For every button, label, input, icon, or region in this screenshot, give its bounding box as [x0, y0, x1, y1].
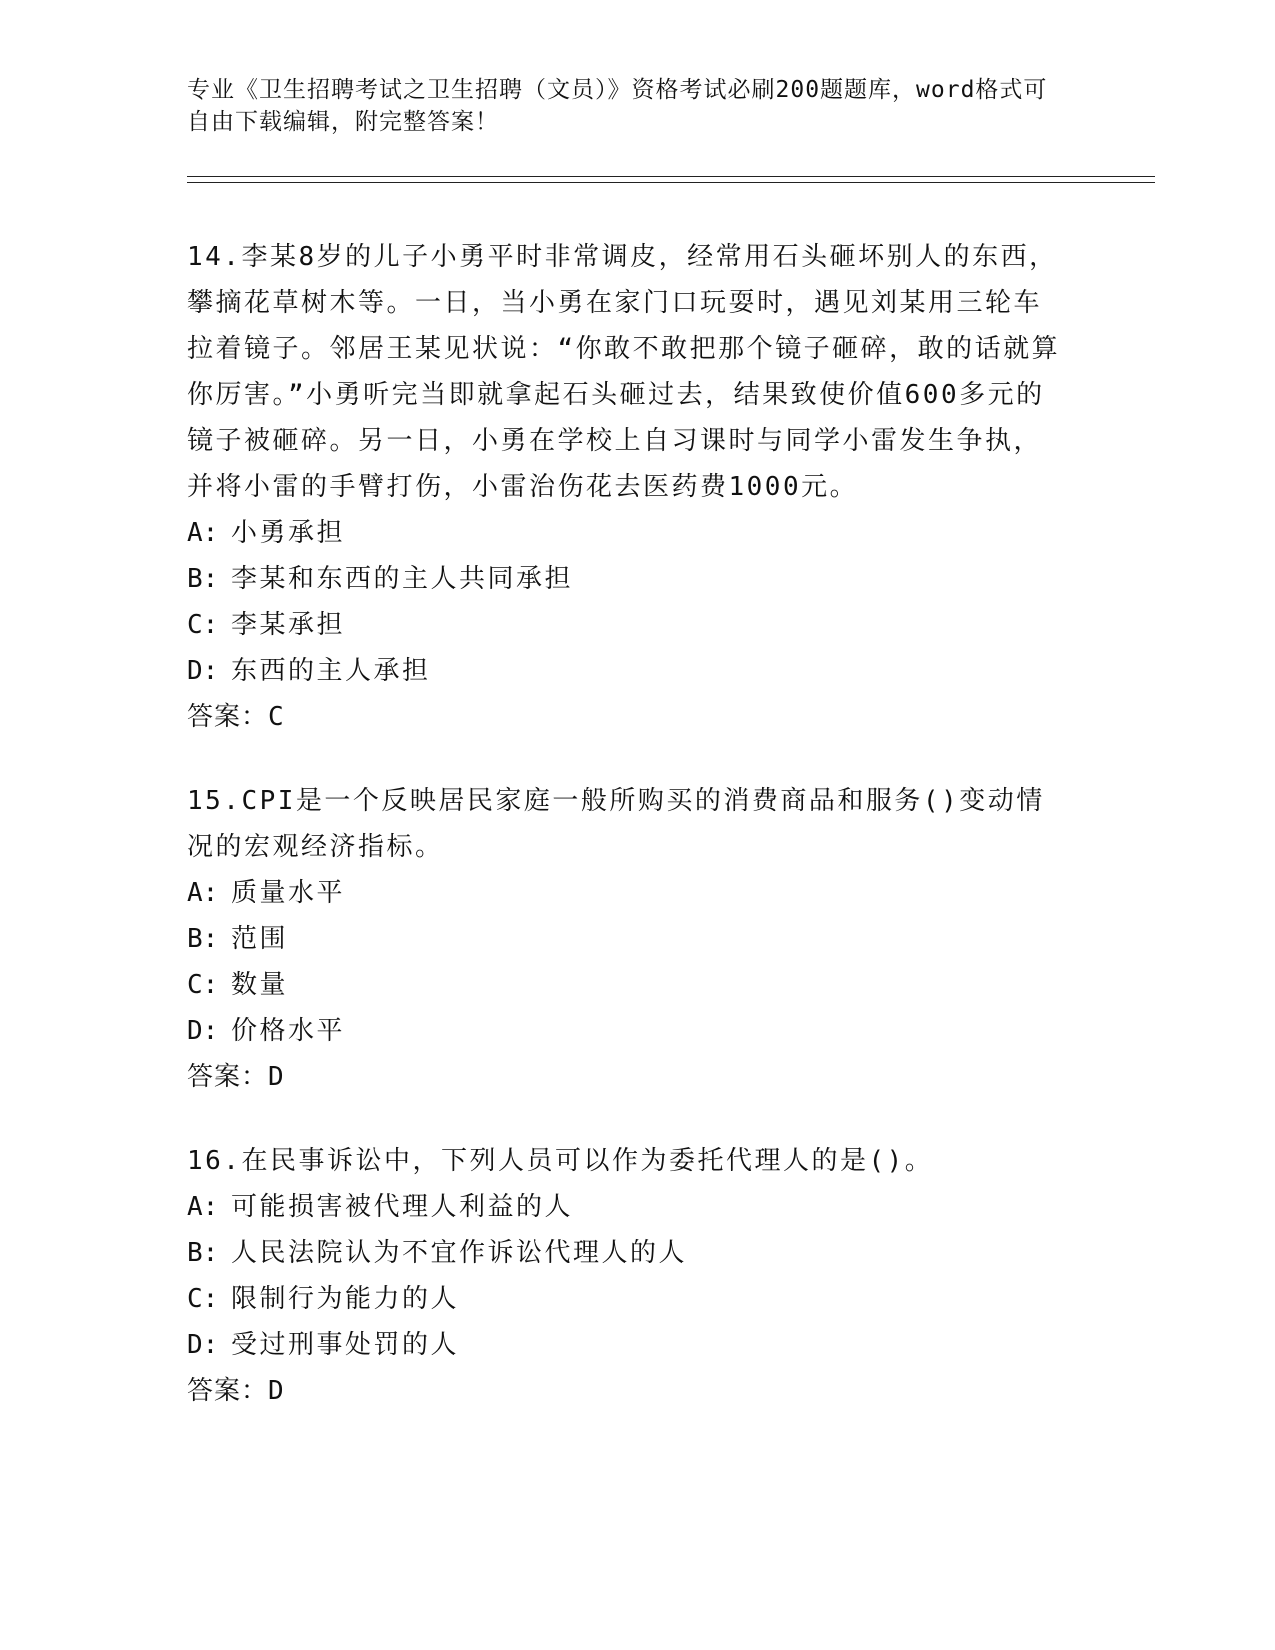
answer [187, 1054, 1067, 1100]
answer [187, 1368, 1067, 1414]
option-key: B: [187, 564, 219, 594]
option-key: A: [187, 878, 219, 908]
option-a [187, 510, 1067, 556]
option-b [187, 916, 1067, 962]
answer-label: 答案： [187, 1376, 269, 1406]
option-key: A: [187, 518, 219, 548]
option-d [187, 1008, 1067, 1054]
question-stem: 16.在民事诉讼中，下列人员可以作为委托代理人的是()。 [187, 1146, 934, 1176]
option-text: 可能损害被代理人利益的人 [231, 1192, 574, 1222]
option-text: 价格水平 [231, 1016, 346, 1046]
option-b [187, 556, 1067, 602]
option-d [187, 1322, 1067, 1368]
answer [187, 694, 1067, 740]
option-text: 受过刑事处罚的人 [231, 1330, 460, 1360]
header-divider-top [187, 176, 1155, 177]
option-c [187, 602, 1067, 648]
option-key: D: [187, 1330, 219, 1360]
option-text: 限制行为能力的人 [231, 1284, 460, 1314]
question-stem: 15.CPI是一个反映居民家庭一般所购买的消费商品和服务()变动情况的宏观经济指标。 [187, 786, 1045, 862]
option-b [187, 1230, 1067, 1276]
option-key: A: [187, 1192, 219, 1222]
option-text: 人民法院认为不宜作诉讼代理人的人 [231, 1238, 688, 1268]
answer-value: C [268, 702, 285, 732]
answer-value: D [268, 1062, 285, 1092]
question-stem: 14.李某8岁的儿子小勇平时非常调皮，经常用石头砸坏别人的东西，攀摘花草树木等。一日，当小勇在家门口玩耍时，遇见刘某用三轮车拉着镜子。邻居王某见状说：“你敢不敢把那个镜子砸碎，敢的话就算你厉害。”小勇听完当即就拿起石头砸过去，结果致使价值600多元的镜子被砸碎。另一日，小勇在学校上自习课时与同学小雷发生争执，并将小雷的手臂打伤，小雷治伤花去医药费1000元。 [187, 242, 1061, 502]
option-key: C: [187, 970, 219, 1000]
question-15 [187, 778, 1067, 1100]
option-c [187, 1276, 1067, 1322]
question-14 [187, 234, 1067, 740]
answer-value: D [268, 1376, 285, 1406]
header-title: 专业《卫生招聘考试之卫生招聘（文员）》资格考试必刷200题题库，word格式可自由下载编辑，附完整答案！ [187, 77, 1048, 135]
option-key: B: [187, 1238, 219, 1268]
option-key: C: [187, 610, 219, 640]
option-text: 小勇承担 [231, 518, 346, 548]
option-key: C: [187, 1284, 219, 1314]
answer-label: 答案： [187, 702, 269, 732]
option-key: D: [187, 1016, 219, 1046]
option-c [187, 962, 1067, 1008]
option-key: B: [187, 924, 219, 954]
option-text: 东西的主人承担 [231, 656, 431, 686]
option-a [187, 1184, 1067, 1230]
option-text: 质量水平 [231, 878, 346, 908]
question-16 [187, 1138, 1067, 1414]
question-list [187, 234, 1067, 1452]
option-d [187, 648, 1067, 694]
document-header [187, 74, 1067, 138]
option-text: 范围 [231, 924, 289, 954]
option-a [187, 870, 1067, 916]
option-key: D: [187, 656, 219, 686]
answer-label: 答案： [187, 1062, 269, 1092]
option-text: 李某承担 [231, 610, 346, 640]
option-text: 数量 [231, 970, 289, 1000]
option-text: 李某和东西的主人共同承担 [231, 564, 574, 594]
header-divider-bottom [187, 182, 1155, 183]
